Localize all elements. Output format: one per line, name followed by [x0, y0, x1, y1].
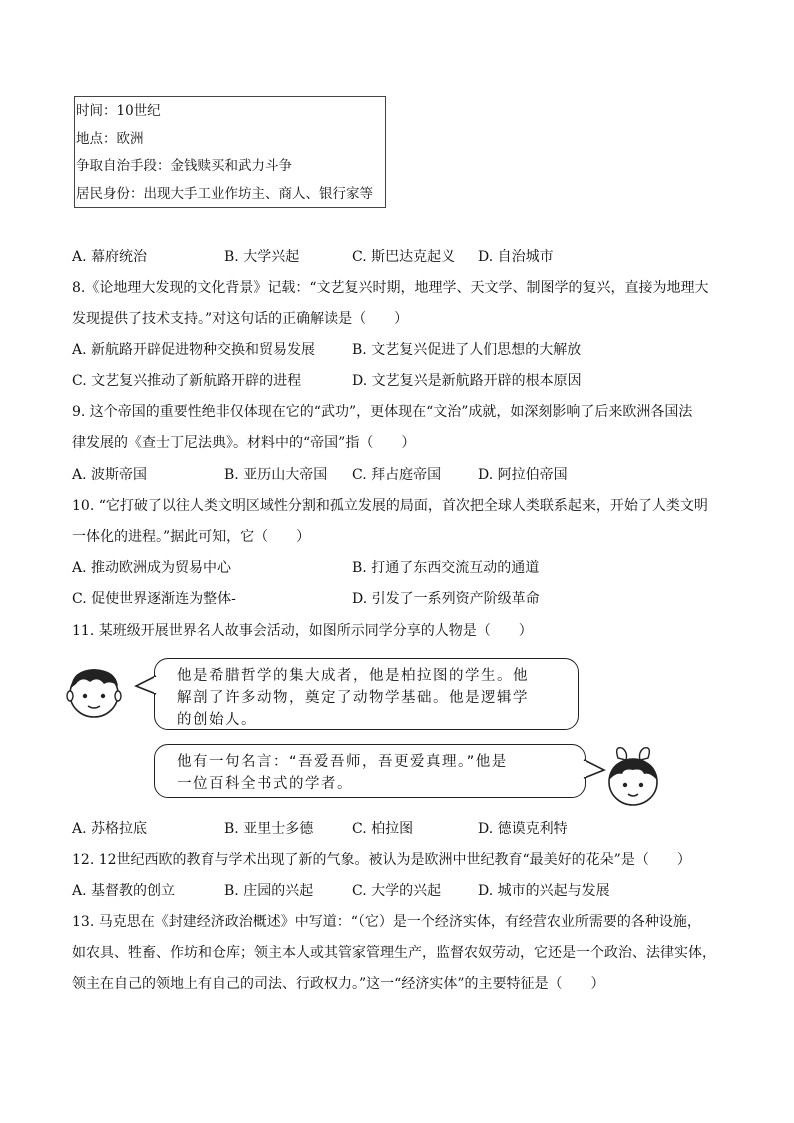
q11-option-a[interactable]: A. 苏格拉底 [72, 821, 148, 837]
q10-option-b[interactable]: B. 打通了东西交流互动的通道 [352, 560, 540, 576]
bubble1-tail-icon [134, 674, 158, 698]
bubble2-line-2: 一位百科全书式的学者。 [177, 776, 353, 792]
q8-options-row-1 [72, 339, 732, 361]
q9-option-a[interactable]: A. 波斯帝国 [72, 467, 148, 483]
q13-stem-line-1: 13. 马克思在《封建经济政治概述》中写道：“（它）是一个经济实体，有经营农业所需要的各种设施， [72, 914, 701, 930]
q13-stem-line-3: 领主在自己的领地上有自己的司法、行政权力。”这一“经济实体”的主要特征是（ ） [72, 976, 605, 992]
q8-option-d[interactable]: D. 文艺复兴是新航路开辟的根本原因 [352, 373, 582, 389]
q10-option-d[interactable]: D. 引发了一系列资产阶级革命 [352, 591, 540, 607]
q12-option-a[interactable]: A. 基督教的创立 [72, 883, 176, 899]
info-line-place: 地点：欧洲 [76, 130, 144, 147]
q7-info-box [74, 96, 386, 208]
q7-option-b[interactable]: B. 大学兴起 [224, 249, 300, 265]
bubble1-line-1: 他是希腊哲学的集大成者，他是柏拉图的学生。他 [177, 668, 529, 684]
info-line-residents: 居民身份：出现大手工业作坊主、商人、银行家等 [76, 185, 373, 202]
q9-option-d[interactable]: D. 阿拉伯帝国 [478, 467, 568, 483]
q10-option-c[interactable]: C. 促使世界逐渐连为整体- [72, 591, 236, 607]
speech-bubble-girl [154, 744, 586, 798]
q7-option-a[interactable]: A. 幕府统治 [72, 249, 148, 265]
q12-stem: 12. 12世纪西欧的教育与学术出现了新的气象。被认为是欧洲中世纪教育“最美好的花朵”是（ ） [72, 852, 691, 868]
bubble1-line-2: 解剖了许多动物，奠定了动物学基础。他是逻辑学 [177, 690, 529, 706]
q7-options [72, 246, 732, 268]
q9-option-c[interactable]: C. 拜占庭帝国 [352, 467, 442, 483]
q8-stem-line-2: 发现提供了技术支持。”对这句话的正确解读是（ ） [72, 311, 409, 327]
boy-face-icon [64, 664, 136, 724]
q11-option-c[interactable]: C. 柏拉图 [352, 821, 414, 837]
q9-options [72, 464, 732, 486]
q8-option-a[interactable]: A. 新航路开辟促进物种交换和贸易发展 [72, 342, 316, 358]
q12-option-d[interactable]: D. 城市的兴起与发展 [478, 883, 610, 899]
q7-option-d[interactable]: D. 自治城市 [478, 249, 554, 265]
q10-options-row-2 [72, 588, 732, 610]
q11-options [72, 818, 732, 840]
q9-option-b[interactable]: B. 亚历山大帝国 [224, 467, 328, 483]
q11-stem: 11. 某班级开展世界名人故事会活动，如图所示同学分享的人物是（ ） [72, 623, 533, 639]
q10-option-a[interactable]: A. 推动欧洲成为贸易中心 [72, 560, 232, 576]
q9-stem-line-2: 律发展的《查士丁尼法典》。材料中的“帝国”指（ ） [72, 435, 416, 451]
q8-option-b[interactable]: B. 文艺复兴促进了人们思想的大解放 [352, 342, 582, 358]
q8-option-c[interactable]: C. 文艺复兴推动了新航路开辟的进程 [72, 373, 302, 389]
q12-options [72, 880, 732, 902]
bubble2-line-1: 他有一句名言：“吾爱吾师，吾更爱真理。”他是 [177, 754, 508, 770]
girl-face-icon [602, 744, 664, 810]
q9-stem-line-1: 9. 这个帝国的重要性绝非仅体现在它的“武功”，更体现在“文治”成就，如深刻影响了后来欧洲各国法 [72, 404, 693, 420]
q12-option-b[interactable]: B. 庄园的兴起 [224, 883, 314, 899]
q11-option-b[interactable]: B. 亚里士多德 [224, 821, 314, 837]
q7-option-c[interactable]: C. 斯巴达克起义 [352, 249, 456, 265]
q8-options-row-2 [72, 370, 732, 392]
q13-stem-line-2: 如农具、牲畜、作坊和仓库；领主本人或其管家管理生产，监督农奴劳动，它还是一个政治、法律实体， [72, 945, 716, 961]
info-line-time: 时间：10世纪 [76, 103, 161, 119]
info-line-means: 争取自治手段：金钱赎买和武力斗争 [76, 158, 292, 174]
q10-options-row-1 [72, 557, 732, 579]
bubble1-line-3: 的创始人。 [177, 712, 257, 728]
q10-stem-line-1: 10. “它打破了以往人类文明区域性分割和孤立发展的局面，首次把全球人类联系起来，开始了人类文明 [72, 498, 708, 514]
q10-stem-line-2: 一体化的进程。”据此可知，它（ ） [72, 529, 311, 545]
q12-option-c[interactable]: C. 大学的兴起 [352, 883, 442, 899]
q8-stem-line-1: 8.《论地理大发现的文化背景》记载：“文艺复兴时期，地理学、天文学、制图学的复兴，直接为地理大 [72, 280, 709, 296]
q11-option-d[interactable]: D. 德谟克利特 [478, 821, 568, 837]
speech-bubble-boy [154, 658, 579, 730]
